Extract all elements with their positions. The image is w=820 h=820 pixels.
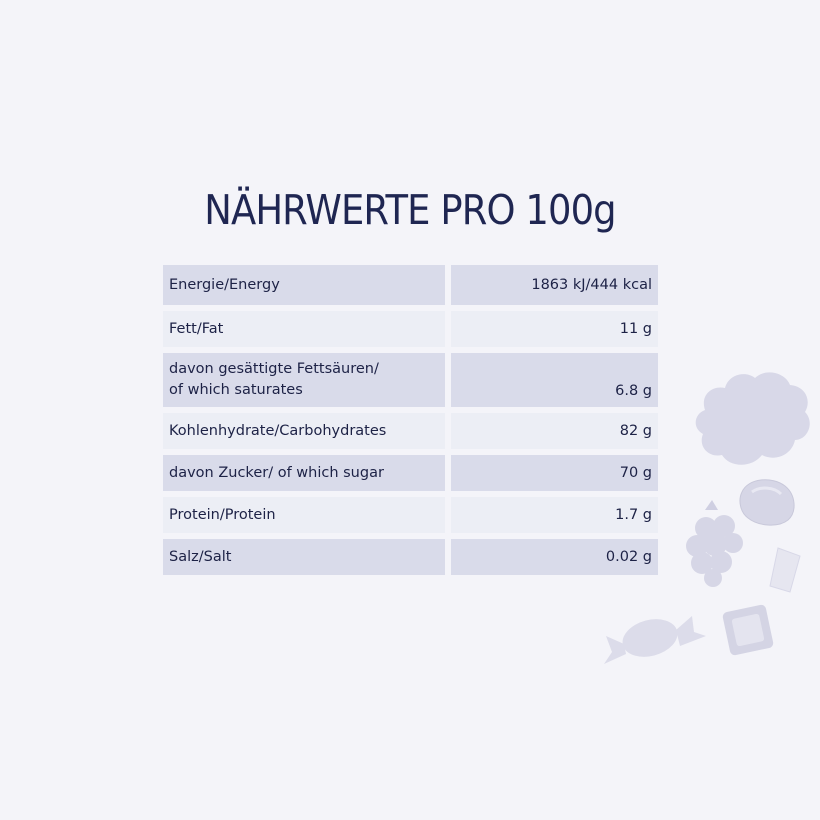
- raspberry-icon: [686, 500, 743, 587]
- row-label-line1: davon gesättigte Fettsäuren/: [169, 361, 379, 377]
- row-value: 0.02 g: [451, 539, 658, 575]
- row-value: 11 g: [451, 311, 658, 347]
- row-value: 70 g: [451, 455, 658, 491]
- square-candy-icon: [722, 604, 774, 656]
- table-row: [163, 311, 658, 347]
- row-value: 82 g: [451, 413, 658, 449]
- row-label: Kohlenhydrate/Carbohydrates: [163, 413, 445, 449]
- crystal-sugar-icon: [770, 548, 800, 592]
- row-label: Protein/Protein: [163, 497, 445, 533]
- table-row: [163, 265, 658, 305]
- candy-drop-icon: [740, 480, 794, 525]
- row-label-line2: of which saturates: [169, 382, 303, 398]
- row-label: Salz/Salt: [163, 539, 445, 575]
- row-value: 1.7 g: [451, 497, 658, 533]
- row-value: 6.8 g: [451, 353, 658, 407]
- row-label: davon Zucker/ of which sugar: [163, 455, 445, 491]
- row-value: 1863 kJ/444 kcal: [451, 265, 658, 305]
- cloud-icon: [696, 372, 810, 464]
- nutrition-table: [163, 265, 658, 581]
- row-label: Energie/Energy: [163, 265, 445, 305]
- table-row: [163, 413, 658, 449]
- page-title: NÄHRWERTE PRO 100g: [204, 186, 616, 234]
- table-row: [163, 497, 658, 533]
- table-row: [163, 353, 658, 407]
- table-row: [163, 539, 658, 575]
- table-row: [163, 455, 658, 491]
- row-label: Fett/Fat: [163, 311, 445, 347]
- wrapped-candy-icon: [604, 613, 706, 664]
- row-label: [163, 353, 445, 407]
